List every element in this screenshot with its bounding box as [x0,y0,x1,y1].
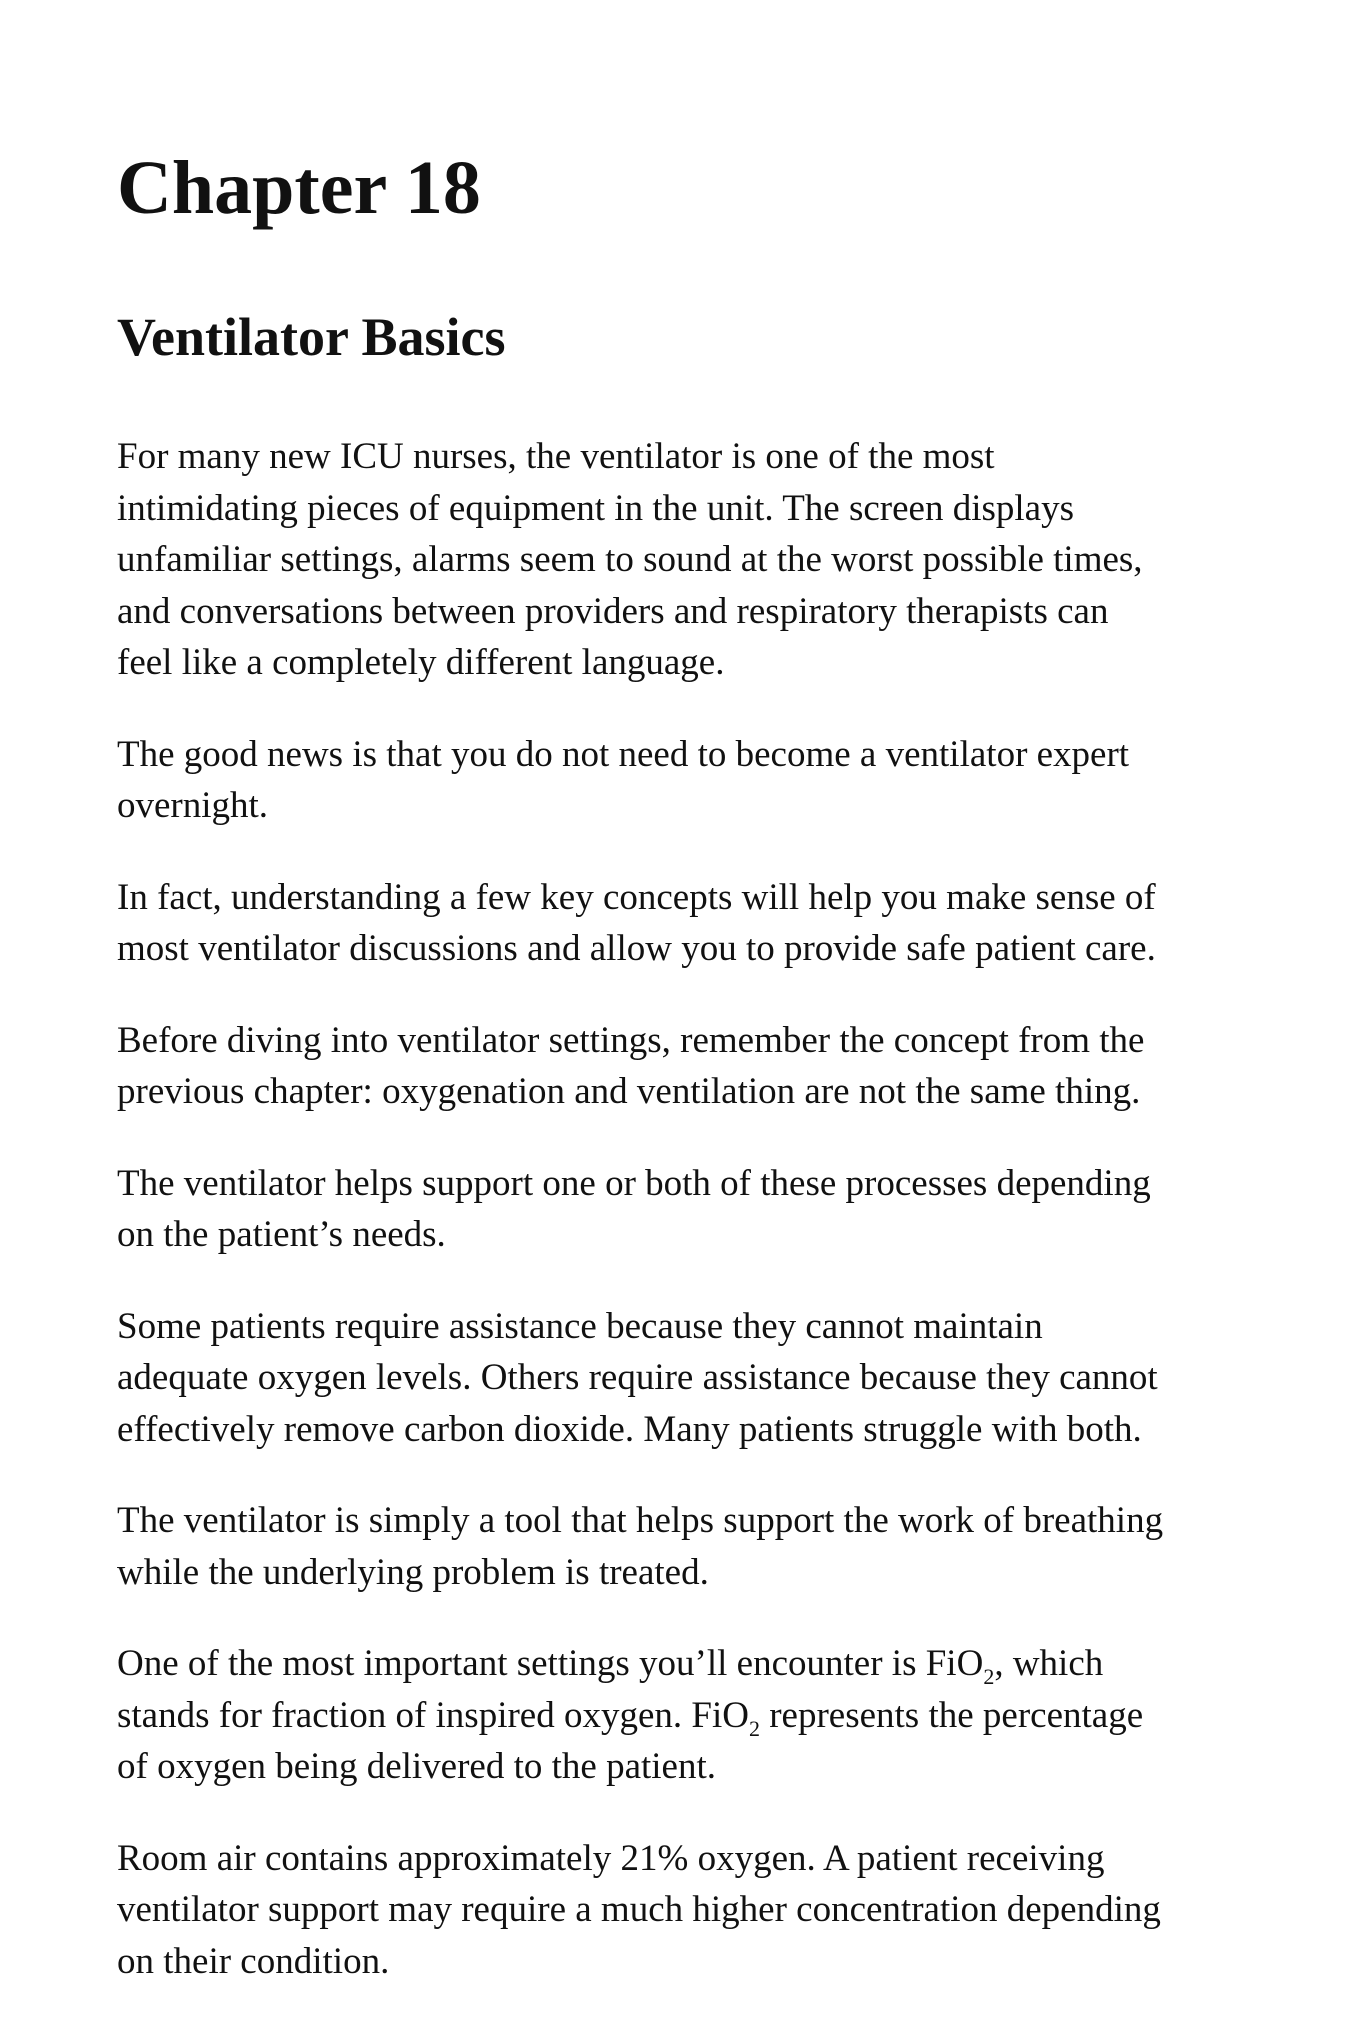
text-line: most ventilator discussions and allow you to provide safe patient care. [117,928,1156,969]
text-line: effectively remove carbon dioxide. Many patients struggle with both. [117,1408,1142,1450]
text-line [117,1638,1277,1690]
text-line: The good news is that you do not need to become a ventilator expert [117,733,1130,775]
body-text [117,431,1277,2027]
text-line: feel like a completely different language. [117,642,725,683]
paragraph [117,1495,1277,1598]
text-line: ventilator support may require a much higher concentration depending [117,1889,1161,1930]
text-line: Before diving into ventilator settings, remember the concept from the [117,1019,1145,1061]
paragraph-fio2 [117,1638,1277,1793]
subscript: 2 [983,1664,995,1689]
subscript: 2 [748,1715,760,1741]
paragraph [117,1301,1277,1456]
text-line: and conversations between providers and respiratory therapists can [117,590,1109,632]
text-line: The ventilator is simply a tool that helps support the work of breathing [117,1500,1164,1541]
paragraph [117,729,1277,832]
paragraph [117,1833,1277,1988]
text-line: while the underlying problem is treated. [117,1551,709,1593]
text-line: unfamiliar settings, alarms seem to sound at the worst possible times, [117,539,1143,580]
text-run: stands for fraction of inspired oxygen. FiO [117,1694,749,1736]
text-line: Room air contains approximately 21% oxygen. A patient receiving [117,1837,1105,1879]
text-line: overnight. [117,785,269,826]
text-line: of oxygen being delivered to the patient. [117,1746,717,1787]
paragraph [117,872,1277,975]
text-line: The ventilator helps support one or both of these processes depending [117,1162,1151,1204]
chapter-title: Chapter 18 [117,146,481,230]
text-line: intimidating pieces of equipment in the unit. The screen displays [117,487,1074,529]
paragraph [117,1158,1277,1261]
text-line: on their condition. [117,1940,390,1982]
paragraph [117,1015,1277,1118]
text-run: , which [994,1643,1104,1684]
text-line: previous chapter: oxygenation and ventilation are not the same thing. [117,1071,1141,1112]
text-line [117,1690,1277,1742]
section-title: Ventilator Basics [117,307,506,367]
text-line: adequate oxygen levels. Others require assistance because they cannot [117,1357,1158,1398]
text-run: One of the most important settings you’ll encounter is FiO [117,1643,984,1684]
text-line: For many new ICU nurses, the ventilator is one of the most [117,436,995,477]
paragraph [117,431,1277,689]
text-run: represents the percentage [759,1694,1144,1736]
text-line: In fact, understanding a few key concepts will help you make sense of [117,876,1156,918]
text-line: Some patients require assistance because they cannot maintain [117,1305,1043,1347]
text-line: on the patient’s needs. [117,1214,446,1255]
